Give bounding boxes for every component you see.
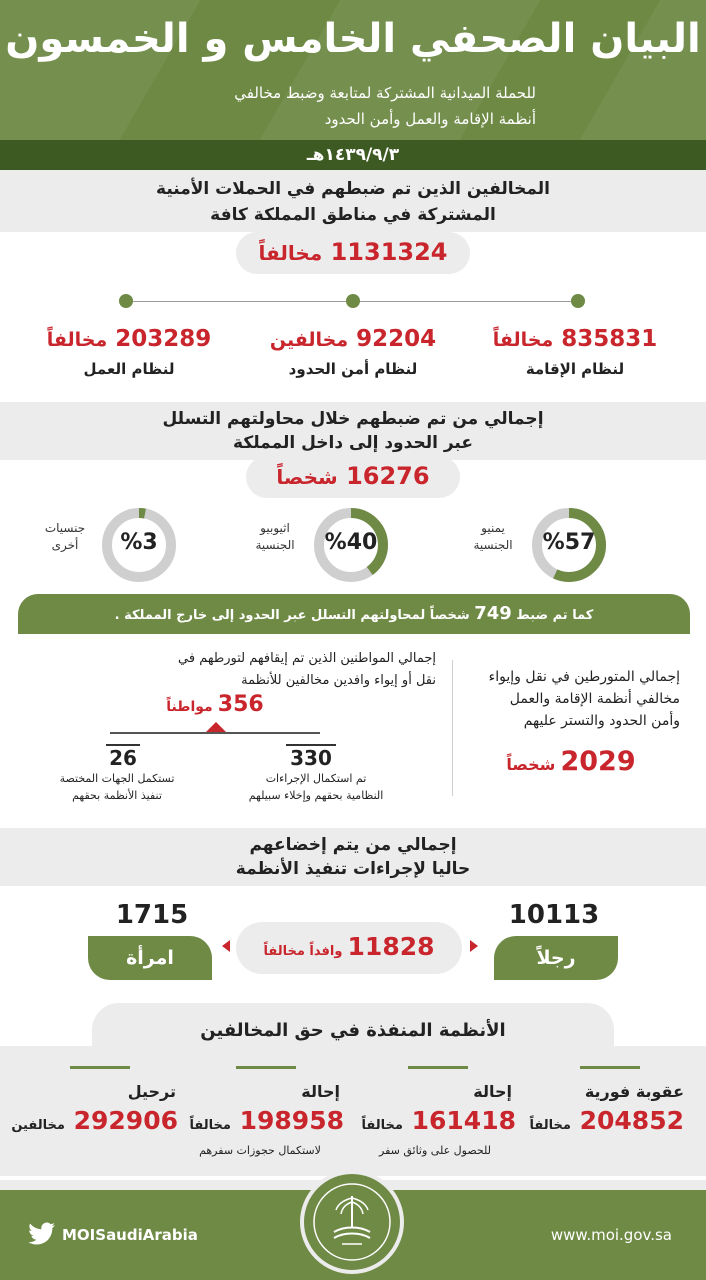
system-unit: مخالفاً bbox=[189, 1118, 231, 1133]
arrow-right-icon bbox=[470, 940, 478, 952]
date-bar: ١٤٣٩/٩/٣هـ bbox=[0, 140, 706, 170]
stat-unit: مخالفين bbox=[269, 329, 349, 351]
outward-prefix: كما تم ضبط bbox=[516, 608, 594, 623]
total-violators-pill bbox=[236, 232, 470, 274]
citizens-unit: مواطناً bbox=[166, 699, 213, 715]
split-line bbox=[110, 732, 320, 734]
citizens-line2: نقل أو إيواء وافدين مخالفين للأنظمة bbox=[241, 673, 436, 688]
involved-line3: وأمن الحدود والتستر عليهم bbox=[523, 713, 680, 729]
total-processing-unit: وافداً مخالفاً bbox=[263, 944, 343, 959]
system-title: إحالة bbox=[301, 1082, 340, 1101]
subtitle-line2: أنظمة الإقامة والعمل وأمن الحدود bbox=[324, 110, 536, 128]
main-title: البيان الصحفي الخامس و الخمسون bbox=[5, 16, 701, 62]
total-violators-value: 1131324 bbox=[330, 238, 448, 266]
section4-heading bbox=[0, 828, 706, 886]
stat-label: لنظام أمن الحدود bbox=[288, 360, 418, 378]
ministry-emblem bbox=[300, 1170, 404, 1274]
women-label: امرأة bbox=[88, 936, 212, 980]
section1-heading bbox=[0, 170, 706, 232]
system-value-row bbox=[8, 1106, 178, 1135]
total-violators-unit: مخالفاً bbox=[258, 241, 323, 265]
twitter-bird-icon[interactable] bbox=[28, 1222, 56, 1246]
section2-heading bbox=[0, 402, 706, 460]
involved-total bbox=[462, 746, 680, 777]
involved-value: 2029 bbox=[560, 746, 636, 777]
nationality-donut-ethiopian bbox=[312, 506, 390, 584]
donut-label-ethiopian bbox=[240, 520, 310, 554]
done-value: 330 bbox=[286, 744, 336, 770]
section5-heading: الأنظمة المنفذة في حق المخالفين bbox=[92, 1003, 614, 1057]
donut-percent: %57 bbox=[542, 530, 596, 555]
donut-percent: %40 bbox=[324, 530, 378, 555]
outward-unit: شخصاً bbox=[429, 608, 470, 623]
citizens-total bbox=[130, 692, 300, 717]
total-processing-pill bbox=[236, 922, 462, 974]
system-value: 204852 bbox=[579, 1106, 684, 1135]
column-tick bbox=[70, 1066, 130, 1069]
system-value-row bbox=[162, 1106, 344, 1135]
pending-line2: تنفيذ الأنظمة بحقهم bbox=[72, 789, 162, 802]
pending-text bbox=[32, 770, 202, 804]
stat-value: 835831 bbox=[561, 326, 658, 352]
involved-text bbox=[462, 666, 680, 732]
stat-value: 203289 bbox=[115, 326, 212, 352]
stat-unit: مخالفاً bbox=[46, 329, 108, 351]
vertical-divider bbox=[452, 660, 453, 796]
pending-line1: تستكمل الجهات المختصة bbox=[59, 772, 175, 785]
split-arrow-icon bbox=[206, 722, 226, 732]
system-value: 161418 bbox=[411, 1106, 516, 1135]
stat-label: لنظام الإقامة bbox=[525, 360, 625, 378]
timeline-dot bbox=[119, 294, 133, 308]
timeline-dot bbox=[346, 294, 360, 308]
section4-heading-line1: إجمالي من يتم إخضاعهم bbox=[249, 835, 457, 855]
column-tick bbox=[408, 1066, 468, 1069]
system-title: عقوبة فورية bbox=[584, 1082, 684, 1101]
system-note: لاستكمال حجوزات سفرهم bbox=[199, 1144, 321, 1157]
system-title: ترحيل bbox=[127, 1082, 176, 1101]
system-value-row bbox=[334, 1106, 516, 1135]
stat-residency bbox=[470, 326, 680, 378]
system-unit: مخالفين bbox=[11, 1118, 65, 1133]
column-tick bbox=[236, 1066, 296, 1069]
stat-labor bbox=[24, 326, 234, 378]
outward-infiltrators-banner bbox=[18, 594, 690, 634]
system-unit: مخالفاً bbox=[361, 1118, 403, 1133]
total-processing-value: 11828 bbox=[347, 932, 435, 961]
outward-value: 749 bbox=[474, 603, 512, 624]
infiltrators-value: 16276 bbox=[346, 462, 430, 490]
citizens-text bbox=[32, 648, 436, 692]
infiltrators-pill bbox=[246, 456, 460, 498]
arrow-left-icon bbox=[222, 940, 230, 952]
done-text bbox=[216, 770, 416, 804]
citizens-line1: إجمالي المواطنين الذين تم إيقافهم لتورطهم في bbox=[178, 651, 436, 666]
column-tick bbox=[580, 1066, 640, 1069]
involved-line2: مخالفي أنظمة الإقامة والعمل bbox=[509, 691, 680, 707]
women-value: 1715 bbox=[115, 900, 189, 930]
system-value-row bbox=[504, 1106, 684, 1135]
donut-label-line1: جنسيات bbox=[44, 521, 86, 535]
website-link[interactable]: www.moi.gov.sa bbox=[550, 1226, 672, 1244]
section2-heading-line2: عبر الحدود إلى داخل المملكة bbox=[233, 433, 473, 453]
men-value: 10113 bbox=[508, 900, 600, 930]
citizens-value: 356 bbox=[217, 692, 264, 717]
pending-value: 26 bbox=[106, 744, 140, 770]
twitter-handle[interactable]: MOISaudiArabia bbox=[62, 1226, 198, 1244]
donut-percent: %3 bbox=[120, 530, 158, 555]
stat-unit: مخالفاً bbox=[492, 329, 554, 351]
donut-label-line2: أخرى bbox=[51, 538, 79, 552]
done-line1: تم استكمال الإجراءات bbox=[265, 772, 367, 785]
timeline-dot bbox=[571, 294, 585, 308]
stat-label: لنظام العمل bbox=[83, 360, 175, 378]
section2-heading-line1: إجمالي من تم ضبطهم خلال محاولتهم التسلل bbox=[162, 409, 544, 429]
nationality-donut-other bbox=[100, 506, 178, 584]
infiltrators-unit: شخصاً bbox=[276, 465, 338, 489]
section1-heading-line1: المخالفين الذين تم ضبطهم في الحملات الأمنية bbox=[156, 179, 550, 199]
system-value: 292906 bbox=[73, 1106, 178, 1135]
involved-unit: شخصاً bbox=[506, 755, 556, 774]
donut-label-line1: اثيوبيو bbox=[260, 521, 290, 535]
donut-label-yemeni bbox=[458, 520, 528, 554]
subtitle-line1: للحملة الميدانية المشتركة لمتابعة وضبط مخالفي bbox=[234, 84, 536, 102]
men-label: رجلاً bbox=[494, 936, 618, 980]
donut-label-line2: الجنسية bbox=[473, 538, 513, 552]
donut-label-line1: يمنيو bbox=[481, 521, 505, 535]
outward-suffix: لمحاولتهم التسلل عبر الحدود إلى خارج المملكة . bbox=[114, 608, 426, 623]
section1-heading-line2: المشتركة في مناطق المملكة كافة bbox=[210, 205, 496, 225]
palm-swords-emblem-icon bbox=[304, 1174, 400, 1270]
donut-label-other bbox=[30, 520, 100, 554]
system-note: للحصول على وثائق سفر bbox=[379, 1144, 491, 1157]
involved-line1: إجمالي المتورطين في نقل وإيواء bbox=[488, 669, 680, 685]
section4-heading-line2: حاليا لإجراءات تنفيذ الأنظمة bbox=[235, 859, 471, 879]
done-line2: النظامية بحقهم وإخلاء سبيلهم bbox=[248, 789, 384, 802]
system-value: 198958 bbox=[239, 1106, 344, 1135]
stat-value: 92204 bbox=[356, 326, 437, 352]
system-title: إحالة bbox=[473, 1082, 512, 1101]
stat-border-security bbox=[248, 326, 458, 378]
donut-label-line2: الجنسية bbox=[255, 538, 295, 552]
nationality-donut-yemeni bbox=[530, 506, 608, 584]
system-unit: مخالفاً bbox=[529, 1118, 571, 1133]
